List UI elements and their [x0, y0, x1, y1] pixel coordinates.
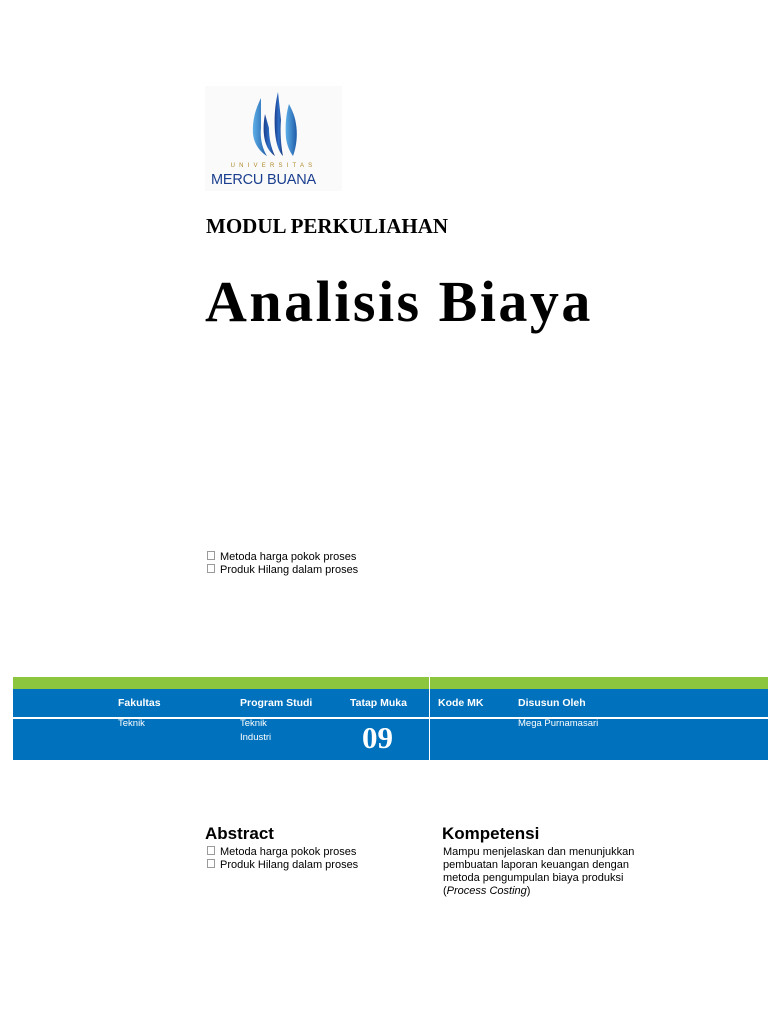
value-fakultas: Teknik	[118, 718, 145, 729]
info-table-column-divider	[429, 677, 430, 760]
list-item	[207, 564, 358, 577]
header-tatap-muka: Tatap Muka	[350, 697, 407, 709]
mercu-buana-flame-icon	[205, 86, 342, 166]
checkbox-bullet-icon	[207, 551, 215, 560]
header-fakultas: Fakultas	[118, 697, 161, 709]
kompetensi-line-last	[443, 885, 673, 898]
topic-list	[207, 551, 358, 577]
value-disusun-oleh: Mega Purnamasari	[518, 718, 599, 729]
university-logo	[205, 86, 342, 191]
header-kode-mk: Kode MK	[438, 697, 484, 709]
process-costing-term: Process Costing	[446, 885, 527, 897]
list-item	[207, 551, 358, 564]
header-program-studi: Program Studi	[240, 697, 313, 709]
info-table-top-stripe	[13, 677, 768, 689]
kompetensi-heading: Kompetensi	[442, 824, 540, 843]
kompetensi-text	[443, 846, 673, 898]
logo-university-text: UNIVERSITAS	[230, 163, 317, 169]
topic-text: Produk Hilang dalam proses	[220, 564, 359, 576]
value-program-studi-line1: Teknik	[240, 718, 267, 729]
list-item	[207, 846, 358, 859]
paren-close: )	[526, 885, 531, 897]
kompetensi-line: pembuatan laporan keuangan dengan	[443, 859, 629, 871]
module-label: MODUL PERKULIAHAN	[206, 214, 449, 238]
document-title: Analisis Biaya	[205, 269, 593, 334]
abstract-list	[207, 846, 358, 872]
paren-open: (	[443, 885, 447, 897]
checkbox-bullet-icon	[207, 846, 215, 855]
list-item	[207, 859, 358, 872]
value-tatap-muka: 09	[362, 720, 393, 755]
abstract-heading: Abstract	[205, 824, 274, 843]
kompetensi-line: Mampu menjelaskan dan menunjukkan	[443, 846, 635, 858]
header-disusun-oleh: Disusun Oleh	[518, 697, 586, 709]
kompetensi-line: metoda pengumpulan biaya produksi	[443, 872, 624, 884]
topic-text: Metoda harga pokok proses	[220, 551, 357, 563]
abstract-item-text: Produk Hilang dalam proses	[220, 859, 359, 871]
abstract-item-text: Metoda harga pokok proses	[220, 846, 357, 858]
value-program-studi-line2: Industri	[240, 732, 272, 743]
checkbox-bullet-icon	[207, 859, 215, 868]
logo-university-name: MERCU BUANA	[211, 172, 316, 188]
checkbox-bullet-icon	[207, 564, 215, 573]
